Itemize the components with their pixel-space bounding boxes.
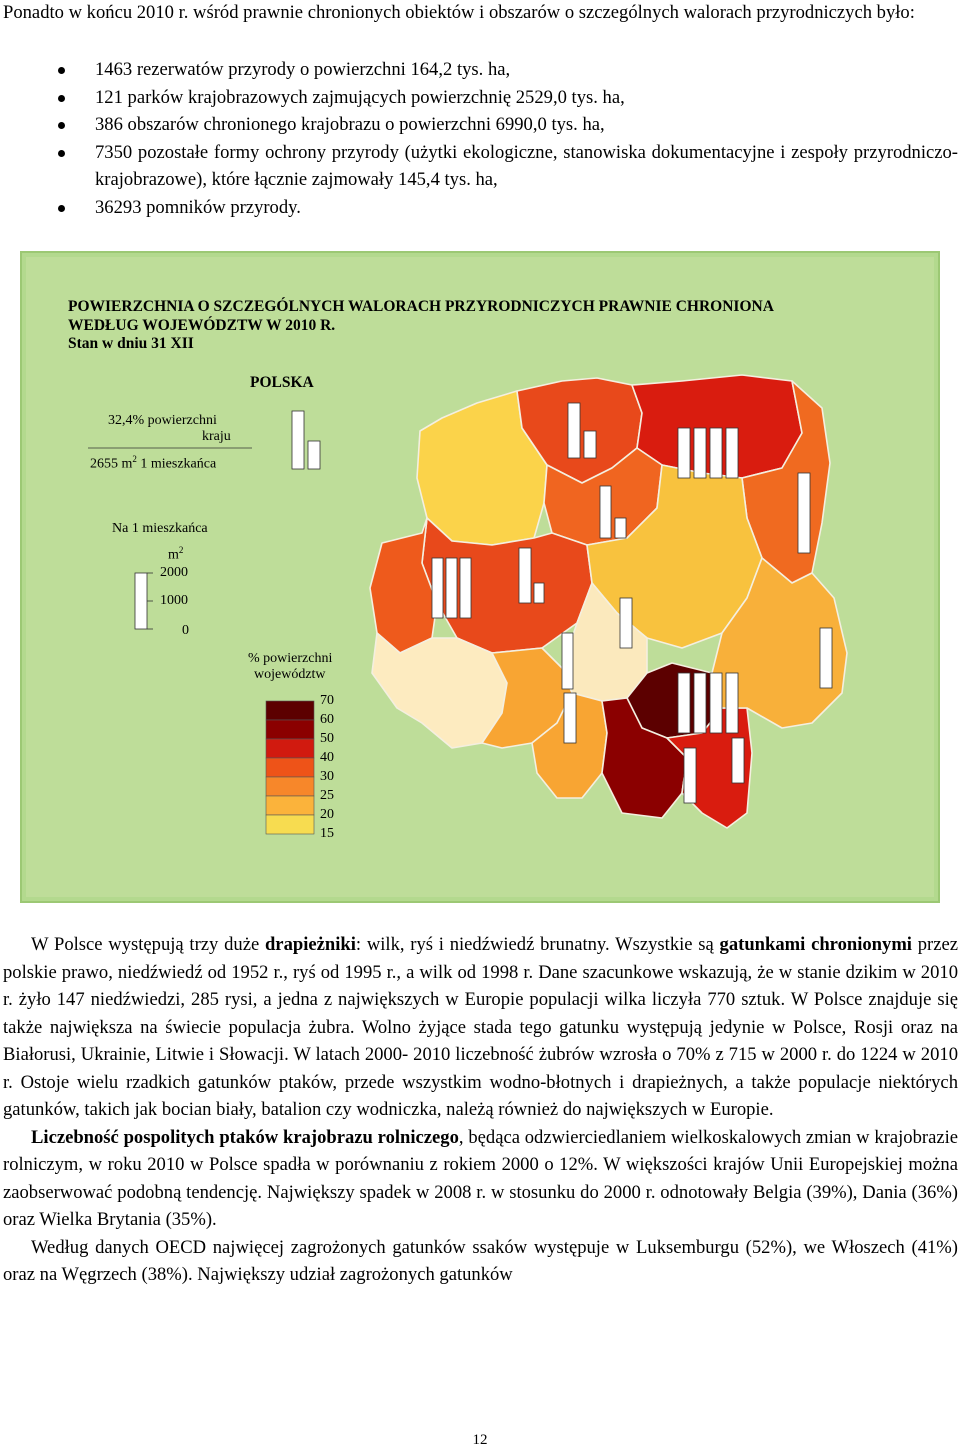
bullet-icon <box>58 150 65 157</box>
scale-tick: 1000 <box>160 593 188 608</box>
bar-glyph <box>694 673 706 733</box>
bullet-item: 386 obszarów chronionego krajobrazu o powierzchni 6990,0 tys. ha, <box>0 111 958 139</box>
bar-glyph <box>726 428 738 478</box>
legend-value: 25 <box>320 788 334 803</box>
legend-swatches <box>266 701 314 834</box>
bullet-icon <box>58 122 65 129</box>
bullet-item: 7350 pozostałe formy ochrony przyrody (użytki ekologiczne, stanowiska dokumentacyjne i zespoły przyrodniczo-krajobrazowe), które łącznie zajmowały 145,4 tys. ha, <box>0 139 958 194</box>
bar-glyph <box>615 518 626 538</box>
intro-paragraph <box>3 0 958 27</box>
legend-value: 40 <box>320 750 334 765</box>
bar-glyph <box>432 558 443 618</box>
share-label-1: 32,4% powierzchni <box>108 413 217 428</box>
bar-glyph <box>726 673 738 733</box>
bar-glyph <box>568 403 580 458</box>
polska-glyph-small <box>308 441 320 469</box>
paragraph-birds: Liczebność pospolitych ptaków krajobrazu rolniczego, będąca odzwierciedlaniem wielkoskalowych zmian w krajobrazie rolniczym, w roku 2010 w Polsce spadła w porównaniu z rokiem 2000 o 12%. W większości krajów Unii Europejskiej można zaobserwować podobną tendencję. Największy spadek w 2008 r. w stosunku do 2000 r. odnotowały Belgia (39%), Dania (36%) oraz Wielka Brytania (35%). <box>3 1126 958 1230</box>
bullet-item: 1463 rezerwatów przyrody o powierzchni 164,2 tys. ha, <box>0 56 958 84</box>
legend-swatch <box>266 720 314 739</box>
map-title-line3: Stan w dniu 31 XII <box>68 335 194 352</box>
bar-glyph <box>460 558 471 618</box>
bullet-item: 36293 pomników przyrody. <box>0 194 958 222</box>
legend-swatch <box>266 701 314 720</box>
scale-title: Na 1 mieszkańca <box>112 521 208 536</box>
legend-title-2: województw <box>254 667 326 682</box>
scale-tick: 2000 <box>160 565 188 580</box>
legend-value: 50 <box>320 731 334 746</box>
bar-glyph <box>519 548 531 603</box>
bullet-list <box>0 56 958 221</box>
scale-tick: 0 <box>182 623 189 638</box>
map-title-line1: POWIERZCHNIA O SZCZEGÓLNYCH WALORACH PRZYRODNICZYCH PRAWNIE CHRONIONA <box>68 298 774 315</box>
legend-swatch <box>266 815 314 834</box>
legend-value: 30 <box>320 769 334 784</box>
body-text <box>3 931 958 1289</box>
bar-glyph <box>678 673 690 733</box>
legend-title-1: % powierzchni <box>248 651 333 666</box>
bar-glyph <box>798 473 810 553</box>
map-figure <box>20 251 940 903</box>
polska-glyph <box>292 411 304 469</box>
scale-bar <box>135 573 147 629</box>
paragraph-oecd: Według danych OECD najwięcej zagrożonych gatunków ssaków występuje w Luksemburgu (52%), we Włoszech (41%) oraz na Węgrzech (38%). Największy udział zagrożonych gatunków <box>3 1236 958 1285</box>
per-capita-label: 2655 $m^2$ 1 mieszkańca <box>90 454 217 472</box>
bar-glyph <box>710 428 722 478</box>
bar-glyph <box>732 738 744 783</box>
scale-unit: $m^2$ <box>168 545 184 563</box>
map-title-line2: WEDŁUG WOJEWÓDZTW W 2010 R. <box>68 317 336 334</box>
intro-text: Ponadto w końcu 2010 r. wśród prawnie chronionych obiektów i obszarów o szczególnych walorach przyrodniczych było: <box>3 2 915 23</box>
region-dolnoslaskie <box>372 633 507 748</box>
legend-value: 60 <box>320 712 334 727</box>
legend-swatch <box>266 739 314 758</box>
bar-glyph <box>534 583 544 603</box>
paragraph-predators: W Polsce występują trzy duże drapieżniki: wilk, ryś i niedźwiedź brunatny. Wszystkie są gatunkami chronionymi przez polskie prawo, niedźwiedź od 1952 r., ryś od 1995 r., a wilk od 1998 r. Dane szacunkowe wskazują, że w stanie dzikim w 2010 r. żyło 147 niedźwiedzi, 285 rysi, a jedna z największych w Europie populacji wilka liczyła 770 sztuk. W Polsce znajduje się także największa na świecie populacja żubra. Wolno żyjące stada tego gatunku występują jedynie w Polsce, Rosji oraz na Białorusi, Ukrainie, Litwie i Słowacji. W latach 2000- 2010 liczebność żubrów wzrosła o 70% z 715 w 2000 r. do 1224 w 2010 r. Ostoje wielu rzadkich gatunków ptaków, przede wszystkim wodno-błotnych i drapieżnych, a także populacje niektórych gatunków, takich jak bocian biały, batalion czy wodniczka, należą również do największych w Europie. <box>3 934 958 1120</box>
bar-glyph <box>820 628 832 688</box>
bar-glyph <box>584 431 596 458</box>
bar-glyph <box>446 558 457 618</box>
legend-swatch <box>266 796 314 815</box>
bar-glyph <box>678 428 690 478</box>
bar-glyph <box>562 633 573 689</box>
bullet-icon <box>58 95 65 102</box>
bar-glyph <box>694 428 706 478</box>
bar-glyph <box>684 748 696 803</box>
bar-glyph <box>620 598 632 648</box>
share-label-2: kraju <box>202 429 231 444</box>
bar-glyph <box>564 693 576 743</box>
bar-glyph <box>710 673 722 733</box>
bar-glyph <box>600 486 611 538</box>
legend-value: 15 <box>320 826 334 841</box>
polska-label: POLSKA <box>250 374 314 391</box>
legend-swatch <box>266 777 314 796</box>
legend-swatch <box>266 758 314 777</box>
bullet-icon <box>58 67 65 74</box>
bullet-icon <box>58 205 65 212</box>
legend-value: 70 <box>320 693 334 708</box>
page-number: 12 <box>472 1432 488 1448</box>
bullet-item: 121 parków krajobrazowych zajmujących powierzchnię 2529,0 tys. ha, <box>0 84 958 112</box>
legend-value: 20 <box>320 807 334 822</box>
